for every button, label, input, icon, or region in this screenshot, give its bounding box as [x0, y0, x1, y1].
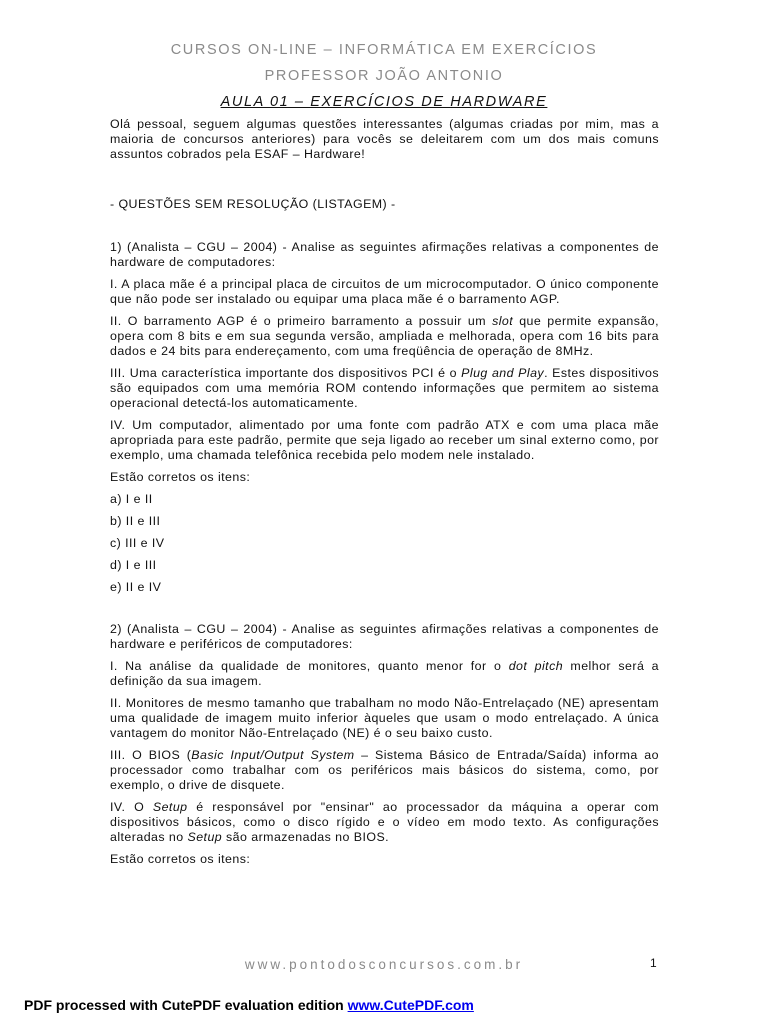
- q1-option-c: c) III e IV: [110, 536, 165, 550]
- page-number: 1: [650, 956, 657, 970]
- q1-option-b: b) II e III: [110, 514, 161, 528]
- lesson-title: AULA 01 – EXERCÍCIOS DE HARDWARE: [220, 94, 548, 110]
- q1-stem: 1) (Analista – CGU – 2004) - Analise as seguintes afirmações relativas a componentes de hardware de computadores:: [110, 240, 659, 269]
- document-body: [110, 117, 659, 867]
- intro-paragraph: Olá pessoal, seguem algumas questões interessantes (algumas criadas por mim, mas a maioria de concursos anteriores) para vocês se deleitarem com um dos mais comuns assuntos cobrados pela ESAF – Hardware!: [110, 117, 659, 161]
- cutepdf-link[interactable]: www.CutePDF.com: [347, 997, 474, 1013]
- q1-option-d: d) I e III: [110, 558, 157, 572]
- cutepdf-watermark: [24, 997, 474, 1013]
- q2-item-i: I. Na análise da qualidade de monitores, quanto menor for o dot pitch melhor será a definição da sua imagem.: [110, 659, 660, 688]
- q1-option-e: e) II e IV: [110, 580, 162, 594]
- q1-item-i: I. A placa mãe é a principal placa de circuitos de um microcomputador. O único componente que não pode ser instalado ou equipar uma placa mãe é o barramento AGP.: [110, 277, 659, 306]
- course-header: CURSOS ON-LINE – INFORMÁTICA EM EXERCÍCIOS: [170, 42, 598, 58]
- watermark-text: PDF processed with CutePDF evaluation edition: [24, 997, 348, 1013]
- q1-item-ii: II. O barramento AGP é o primeiro barramento a possuir um slot que permite expansão, opera com 8 bits e em sua segunda versão, ampliada e melhorada, opera com 16 bits para dados e 24 bits para endereçamento, com uma freqüência de operação de 8MHz.: [110, 314, 659, 358]
- q2-prompt: Estão corretos os itens:: [110, 852, 251, 866]
- q2-item-iv: IV. O Setup é responsável por "ensinar" ao processador da máquina a operar com dispositivos básicos, como o disco rígido e o vídeo em modo texto. As configurações alteradas no Setup são armazenadas no BIOS.: [110, 800, 659, 844]
- section-heading: - QUESTÕES SEM RESOLUÇÃO (LISTAGEM) -: [110, 197, 396, 211]
- professor-header: PROFESSOR JOÃO ANTONIO: [264, 68, 504, 84]
- q1-item-iv: IV. Um computador, alimentado por uma fonte com padrão ATX e com uma placa mãe apropriada para este padrão, permite que seja ligado ao receber um sinal externo como, por exemplo, uma chamada telefônica recebida pelo modem nele instalado.: [110, 418, 659, 462]
- q1-option-a: a) I e II: [110, 492, 153, 506]
- footer-url: www.pontodosconcursos.com.br: [244, 957, 524, 972]
- q2-item-ii: II. Monitores de mesmo tamanho que trabalham no modo Não-Entrelaçado (NE) apresentam uma qualidade de imagem muito inferior àqueles que usam o modo entrelaçado. A única vantagem do monitor Não-Entrelaçado (NE) é o seu baixo custo.: [110, 696, 659, 740]
- q2-stem: 2) (Analista – CGU – 2004) - Analise as seguintes afirmações relativas a componentes de hardware e periféricos de computadores:: [110, 622, 659, 651]
- q1-item-iii: III. Uma característica importante dos dispositivos PCI é o Plug and Play. Estes dispositivos são equipados com uma memória ROM contendo informações que permitem ao sistema operacional detectá-los automaticamente.: [110, 366, 659, 410]
- q1-prompt: Estão corretos os itens:: [110, 470, 251, 484]
- q2-item-iii: III. O BIOS (Basic Input/Output System – Sistema Básico de Entrada/Saída) informa ao processador como trabalhar com os periféricos mais básicos do sistema, como, por exemplo, o drive de disquete.: [110, 748, 659, 792]
